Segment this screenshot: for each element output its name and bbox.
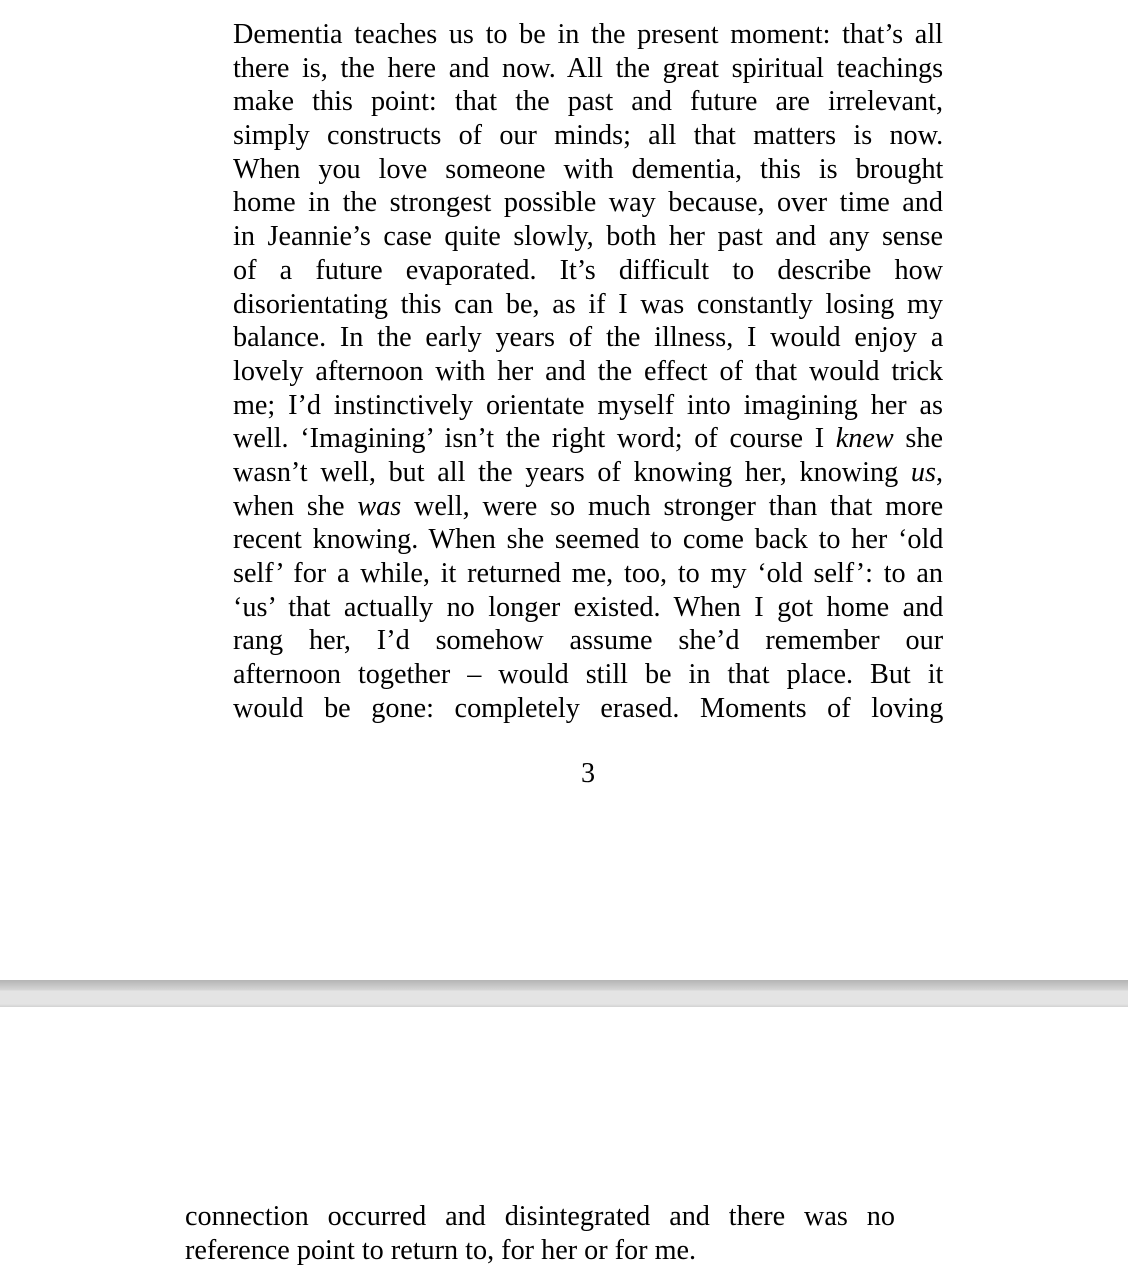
text-line: Dementia teaches us to be in the present moment: that’s all	[233, 19, 943, 50]
text-line: afternoon together – would still be in that place. But it	[233, 659, 944, 691]
text-span: wasn’t well, but all the years of knowing her, knowing	[233, 456, 911, 488]
page-4-body-text	[185, 1200, 895, 1267]
text-span: well, were so much stronger than that more	[401, 490, 944, 522]
text-line: self’ for a while, it returned me, too, to my ‘old self’: to an	[233, 558, 943, 589]
text-line: lovely afternoon with her and the effect of that would trick	[233, 355, 943, 387]
text-line	[233, 490, 943, 524]
italic-emphasis: us	[910, 456, 936, 488]
page-number: 3	[580, 758, 596, 789]
text-span: ,	[935, 456, 943, 488]
text-line: balance. In the early years of the illness, I would enjoy a	[233, 322, 944, 354]
text-line: When you love someone with dementia, this is brought	[233, 153, 944, 185]
page-separator	[0, 980, 1128, 1007]
text-line: recent knowing. When she seemed to come back to her ‘old	[233, 524, 944, 556]
italic-emphasis: knew	[835, 423, 894, 455]
text-line: me; I’d instinctively orientate myself into imagining her as	[233, 389, 943, 421]
text-line: ‘us’ that actually no longer existed. When I got home and	[233, 591, 944, 623]
text-line	[233, 456, 943, 490]
text-line: of a future evaporated. It’s difficult to describe how	[233, 254, 944, 286]
text-line: rang her, I’d somehow assume she’d remember our	[233, 625, 944, 657]
text-span: well. ‘Imagining’ isn’t the right word; of course I	[233, 423, 836, 455]
text-line: simply constructs of our minds; all that matters is now.	[233, 120, 944, 152]
text-line: in Jeannie’s case quite slowly, both her past and any sense	[233, 221, 943, 253]
text-line: disorientating this can be, as if I was constantly losing my	[233, 288, 943, 320]
italic-emphasis: was	[357, 490, 402, 522]
text-line: home in the strongest possible way because, over time and	[233, 187, 943, 219]
text-line: make this point: that the past and future are irrelevant,	[233, 86, 943, 118]
text-line: connection occurred and disintegrated and there was no	[185, 1201, 895, 1232]
text-line: reference point to return to, for her or for me.	[185, 1234, 697, 1266]
text-span: she	[893, 423, 943, 455]
text-span: when she	[233, 490, 358, 522]
text-line	[233, 422, 943, 456]
text-line: there is, the here and now. All the great spiritual teachings	[233, 52, 944, 84]
text-line: would be gone: completely erased. Moments of loving	[233, 692, 944, 724]
page-3-body-text	[233, 18, 943, 725]
